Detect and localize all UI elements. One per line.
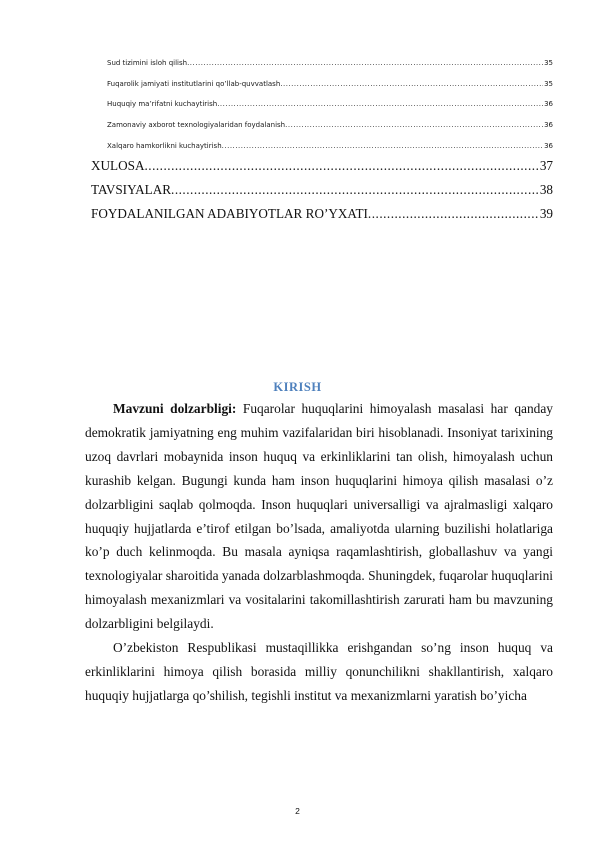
- toc-leader-dots: [171, 182, 539, 198]
- paragraph: O’zbekiston Respublikasi mustaqillikka erishgandan so’ng inson huquq va erkinliklarini himoya qilish borasida milliy qonunchilikni shakllantirish, xalqaro huquqiy hujjatlarga qo’shilish, tegishli institut va mexanizmlarni yaratish bo’yicha: [85, 640, 553, 703]
- toc-entry[interactable]: [107, 55, 553, 67]
- page-number: 2: [295, 806, 300, 816]
- toc-entry-title: TAVSIYALAR: [91, 182, 172, 197]
- toc-entry-page: 38: [539, 182, 553, 197]
- toc-entry[interactable]: [107, 76, 553, 88]
- toc-leader-dots: [285, 121, 543, 129]
- toc-leader-dots: [222, 142, 543, 150]
- toc-entry-main[interactable]: [91, 180, 553, 198]
- toc-entry-title: Zamonaviy axborot texnologiyalaridan foydalanish: [107, 121, 286, 129]
- toc-entry-main[interactable]: [91, 204, 553, 222]
- toc-entry-page: 36: [544, 100, 553, 108]
- toc-entry-page: 39: [539, 206, 553, 221]
- toc-entry-title: FOYDALANILGAN ADABIYOTLAR RO’YXATI: [91, 206, 368, 221]
- paragraph: [85, 397, 553, 636]
- toc-entry[interactable]: [107, 117, 553, 129]
- toc-leader-dots: [280, 80, 543, 88]
- toc-entry-main[interactable]: [91, 156, 553, 174]
- toc-leader-dots: [368, 206, 539, 222]
- toc-entry-page: 36: [544, 142, 553, 150]
- toc-entry[interactable]: [107, 96, 553, 108]
- toc-entry-title: XULOSA: [91, 158, 145, 173]
- section-heading: KIRISH: [273, 380, 322, 394]
- toc-entry-title: Fuqarolik jamiyati institutlarini qo’llab-quvvatlash: [107, 80, 281, 88]
- toc-entry-title: Sud tizimini isloh qilish: [107, 59, 188, 67]
- paragraph-text: Fuqarolar huquqlarini himoyalash masalasi har qanday demokratik jamiyatning eng muhim vazifalaridan biri hisoblanadi. Insoniyat tarixining uzoq davrlari mobaynida inson huquq va erkinliklarini tan olish, himoyalash uchun kurashib kelgan. Bugungi kunda ham inson huquqlarini himoya qilish masalasi o’z dolzarbligini saqlab qolmoqda. Inson huquqlari universalligi va ajralmasligi xalqaro huquqiy hujjatlarda e’tirof etilgan bo’lsada, amaliyotda ularning buzilishi holatlariga ko’p duch kelinmoqda. Bu masala ayniqsa raqamlashtirish, globallashuv va yangi texnologiyalar sharoitida yanada dolzarblashmoqda. Shuningdek, fuqarolar huquqlarini himoyalash mexanizmlari va vositalarini takomillashtirish zarurati ham bu mavzuning dolzarbligini belgilaydi.: [85, 401, 553, 632]
- toc-entry-page: 36: [544, 121, 553, 129]
- toc-entry-page: 35: [544, 59, 553, 67]
- toc-entry-page: 37: [539, 158, 553, 173]
- toc-entry-title: Huquqiy ma’rifatni kuchaytirish: [107, 100, 218, 108]
- section-body: [85, 397, 553, 708]
- toc-leader-dots: [144, 158, 538, 174]
- toc-entry-title: Xalqaro hamkorlikni kuchaytirish: [107, 142, 222, 150]
- toc-entry-page: 35: [544, 80, 553, 88]
- toc-leader-dots: [187, 59, 543, 67]
- toc-entry[interactable]: [107, 138, 553, 150]
- lead-label: Mavzuni dolzarbligi:: [113, 401, 237, 416]
- toc-leader-dots: [217, 100, 543, 108]
